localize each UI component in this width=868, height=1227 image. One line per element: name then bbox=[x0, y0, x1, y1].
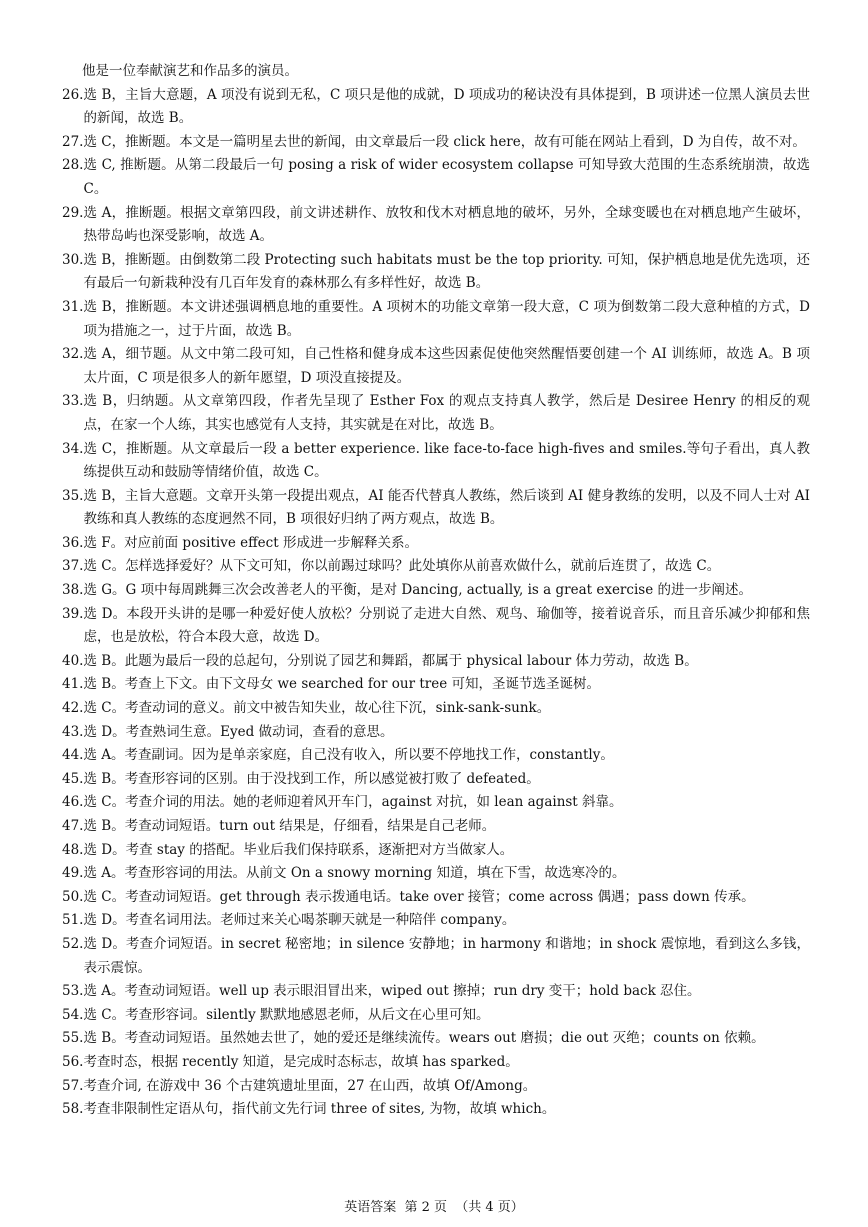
answer-number: 44. bbox=[62, 747, 84, 764]
answer-number: 39. bbox=[62, 605, 84, 622]
answer-text: 考查时态，根据 recently 知道，是完成时态标志，故填 has sparked。 bbox=[83, 1053, 519, 1070]
answer-item bbox=[62, 1004, 810, 1028]
answer-item bbox=[62, 84, 810, 131]
answer-number: 36. bbox=[62, 534, 84, 551]
answer-item bbox=[62, 202, 810, 249]
answer-number: 38. bbox=[62, 582, 84, 599]
answer-text: 选 C。考查动词的意义。前文中被告知失业，故心往下沉，sink-sank-sunk。 bbox=[83, 700, 551, 717]
answer-number: 26. bbox=[62, 86, 84, 103]
answer-item bbox=[62, 249, 810, 296]
answer-item bbox=[62, 603, 810, 650]
answer-item bbox=[62, 154, 810, 201]
answer-text: 选 G。G 项中每周跳舞三次会改善老人的平衡，是对 Dancing, actually, is a great exercise 的进一步阐述。 bbox=[83, 582, 752, 599]
answer-text: 他是一位奉献演艺和作品多的演员。 bbox=[82, 63, 298, 79]
answer-text: 选 A，推断题。根据文章第四段，前文讲述耕作、放牧和伐木对栖息地的破坏，另外，全球变暖也在对栖息地产生破坏，热带岛屿也深受影响，故选 A。 bbox=[83, 204, 810, 245]
answer-text: 选 B，推断题。本文讲述强调栖息地的重要性。A 项树木的功能文章第一段大意，C 项为倒数第二段大意种植的方式，D 项为措施之一，过于片面，故选 B。 bbox=[83, 298, 810, 339]
answer-text: 选 C, 推断题。从第二段最后一句 posing a risk of wider ecosystem collapse 可知导致大范围的生态系统崩溃，故选 C。 bbox=[83, 157, 810, 197]
answer-text: 选 D。考查熟词生意。Eyed 做动词，查看的意思。 bbox=[83, 723, 394, 740]
answer-number: 43. bbox=[62, 723, 84, 740]
answer-list bbox=[62, 60, 810, 1122]
answer-item bbox=[62, 933, 810, 980]
answer-item bbox=[62, 886, 810, 910]
answer-text: 选 F。对应前面 positive effect 形成进一步解释关系。 bbox=[83, 534, 418, 551]
answer-item bbox=[62, 862, 810, 886]
answer-item bbox=[62, 980, 810, 1004]
answer-number: 51. bbox=[62, 912, 84, 929]
answer-item bbox=[62, 697, 810, 721]
answer-number: 58. bbox=[62, 1101, 84, 1118]
answer-text: 选 D。考查介词短语。in secret 秘密地；in silence 安静地；in harmony 和谐地；in shock 震惊地，看到这么多钱，表示震惊。 bbox=[83, 935, 810, 976]
answer-number: 34. bbox=[62, 440, 84, 457]
answer-item bbox=[62, 390, 810, 437]
answer-text: 选 C。怎样选择爱好？从下文可知，你以前踢过球吗？此处填你从前喜欢做什么，就前后连贯了，故选 C。 bbox=[83, 558, 721, 575]
answer-number: 50. bbox=[62, 888, 84, 905]
page-footer: 英语答案 第 2 页 （共 4 页） bbox=[344, 1200, 524, 1215]
answer-number: 32. bbox=[62, 346, 84, 363]
answer-text: 选 D。本段开头讲的是哪一种爱好使人放松？分别说了走进大自然、观鸟、瑜伽等，接着说音乐，而且音乐减少抑郁和焦虑，也是放松，符合本段大意，故选 D。 bbox=[83, 605, 810, 646]
answer-text: 选 A。考查副词。因为是单亲家庭，自己没有收入，所以要不停地找工作，constantly。 bbox=[83, 747, 614, 764]
answer-item bbox=[62, 1051, 810, 1075]
answer-number: 35. bbox=[62, 487, 84, 504]
answer-item bbox=[62, 438, 810, 485]
answer-item bbox=[62, 296, 810, 343]
answer-text: 选 B，归纳题。从文章第四段，作者先呈现了 Esther Fox 的观点支持真人教学，然后是 Desiree Henry 的相反的观点，在家一个人练，其实也感觉有人支持，其实就是在对比，故选 B。 bbox=[83, 393, 810, 433]
answer-text: 考查非限制性定语从句，指代前文先行词 three of sites, 为物，故填 which。 bbox=[83, 1101, 556, 1118]
answer-item bbox=[62, 579, 810, 603]
answer-number: 57. bbox=[62, 1077, 84, 1094]
answer-number: 33. bbox=[62, 393, 84, 410]
answer-text: 选 B。考查上下文。由下文母女 we searched for our tree 可知，圣诞节选圣诞树。 bbox=[83, 676, 601, 693]
answer-number: 56. bbox=[62, 1053, 84, 1070]
answer-item bbox=[62, 532, 810, 556]
answer-number: 52. bbox=[62, 935, 84, 952]
answer-number: 46. bbox=[62, 794, 84, 811]
answer-text: 选 B。此题为最后一段的总起句，分别说了园艺和舞蹈，都属于 physical labour 体力劳动，故选 B。 bbox=[83, 652, 698, 669]
answer-text: 选 C，推断题。从文章最后一段 a better experience. like face-to-face high-fives and smiles.等句子看出，真人教练提供互动和鼓励等情绪价值，故选 C。 bbox=[83, 440, 810, 481]
answer-item bbox=[62, 909, 810, 933]
answer-number: 27. bbox=[62, 133, 84, 150]
answer-number: 41. bbox=[62, 676, 84, 693]
answer-number: 49. bbox=[62, 865, 84, 882]
answer-text: 选 D。考查 stay 的搭配。毕业后我们保持联系，逐渐把对方当做家人。 bbox=[83, 841, 514, 858]
answer-text: 选 A。考查动词短语。well up 表示眼泪冒出来，wiped out 擦掉；run dry 变干；hold back 忍住。 bbox=[83, 983, 701, 1000]
answer-text: 选 D。考查名词用法。老师过来关心喝茶聊天就是一种陪伴 company。 bbox=[83, 912, 516, 929]
answer-number: 55. bbox=[62, 1030, 84, 1047]
answer-number: 48. bbox=[62, 841, 84, 858]
answer-item bbox=[62, 839, 810, 863]
answer-number: 53. bbox=[62, 983, 84, 1000]
answer-number: 31. bbox=[62, 298, 84, 315]
answer-number: 28. bbox=[62, 157, 84, 174]
answer-item bbox=[62, 1027, 810, 1051]
answer-item bbox=[62, 768, 810, 792]
answer-item bbox=[62, 60, 810, 84]
answer-text: 选 C，推断题。本文是一篇明星去世的新闻，由文章最后一段 click here，故有可能在网站上看到，D 为自传，故不对。 bbox=[83, 133, 806, 150]
answer-item bbox=[62, 744, 810, 768]
answer-number: 42. bbox=[62, 700, 84, 717]
answer-text: 选 B，主旨大意题，A 项没有说到无私，C 项只是他的成就，D 项成功的秘诀没有具体提到，B 项讲述一位黑人演员去世的新闻，故选 B。 bbox=[83, 86, 810, 127]
answer-item bbox=[62, 721, 810, 745]
answer-number: 45. bbox=[62, 770, 84, 787]
answer-item bbox=[62, 815, 810, 839]
answer-number: 30. bbox=[62, 251, 84, 268]
answer-item bbox=[62, 791, 810, 815]
answer-number: 54. bbox=[62, 1006, 84, 1023]
answer-item bbox=[62, 343, 810, 390]
answer-text: 选 A，细节题。从文中第二段可知，自己性格和健身成本这些因素促使他突然醒悟要创建一个 AI 训练师，故选 A。B 项太片面，C 项是很多人的新年愿望，D 项没直接提及。 bbox=[83, 346, 810, 386]
answer-number: 37. bbox=[62, 558, 84, 575]
answer-item bbox=[62, 1075, 810, 1099]
answer-number: 40. bbox=[62, 652, 84, 669]
answer-item bbox=[62, 485, 810, 532]
answer-text: 选 B。考查形容词的区别。由于没找到工作，所以感觉被打败了 defeated。 bbox=[83, 770, 540, 787]
answer-text: 选 B。考查动词短语。turn out 结果是，仔细看，结果是自己老师。 bbox=[83, 818, 496, 834]
answer-item bbox=[62, 555, 810, 579]
answer-text: 选 C。考查动词短语。get through 表示拨通电话。take over 接管；come across 偶遇；pass down 传承。 bbox=[83, 888, 755, 905]
answer-number: 47. bbox=[62, 818, 84, 834]
answer-item bbox=[62, 650, 810, 674]
answer-text: 选 B。考查动词短语。虽然她去世了，她的爱还是继续流传。wears out 磨损；die out 灭绝；counts on 依赖。 bbox=[83, 1030, 765, 1047]
answer-number: 29. bbox=[62, 204, 84, 221]
answer-text: 选 B，推断题。由倒数第二段 Protecting such habitats must be the top priority. 可知，保护栖息地是优先选项，还有最后一句新栽种没有几百年发育的森林那么有多样性好，故选 B。 bbox=[83, 251, 810, 292]
answer-item bbox=[62, 673, 810, 697]
answer-text: 选 C。考查形容词。silently 默默地感恩老师，从后文在心里可知。 bbox=[83, 1006, 490, 1023]
answer-text: 考查介词, 在游戏中 36 个古建筑遗址里面，27 在山西，故填 Of/Among。 bbox=[83, 1077, 537, 1094]
answer-text: 选 B，主旨大意题。文章开头第一段提出观点，AI 能否代替真人教练，然后谈到 AI 健身教练的发明，以及不同人士对 AI 教练和真人教练的态度迥然不同，B 项很好归纳了两方观点，故选 B。 bbox=[83, 487, 810, 528]
answer-text: 选 C。考查介词的用法。她的老师迎着风开车门，against 对抗，如 lean against 斜靠。 bbox=[83, 794, 623, 811]
answer-item bbox=[62, 1098, 810, 1122]
answer-item bbox=[62, 131, 810, 155]
answer-text: 选 A。考查形容词的用法。从前文 On a snowy morning 知道，填在下雪，故选寒冷的。 bbox=[83, 865, 626, 882]
